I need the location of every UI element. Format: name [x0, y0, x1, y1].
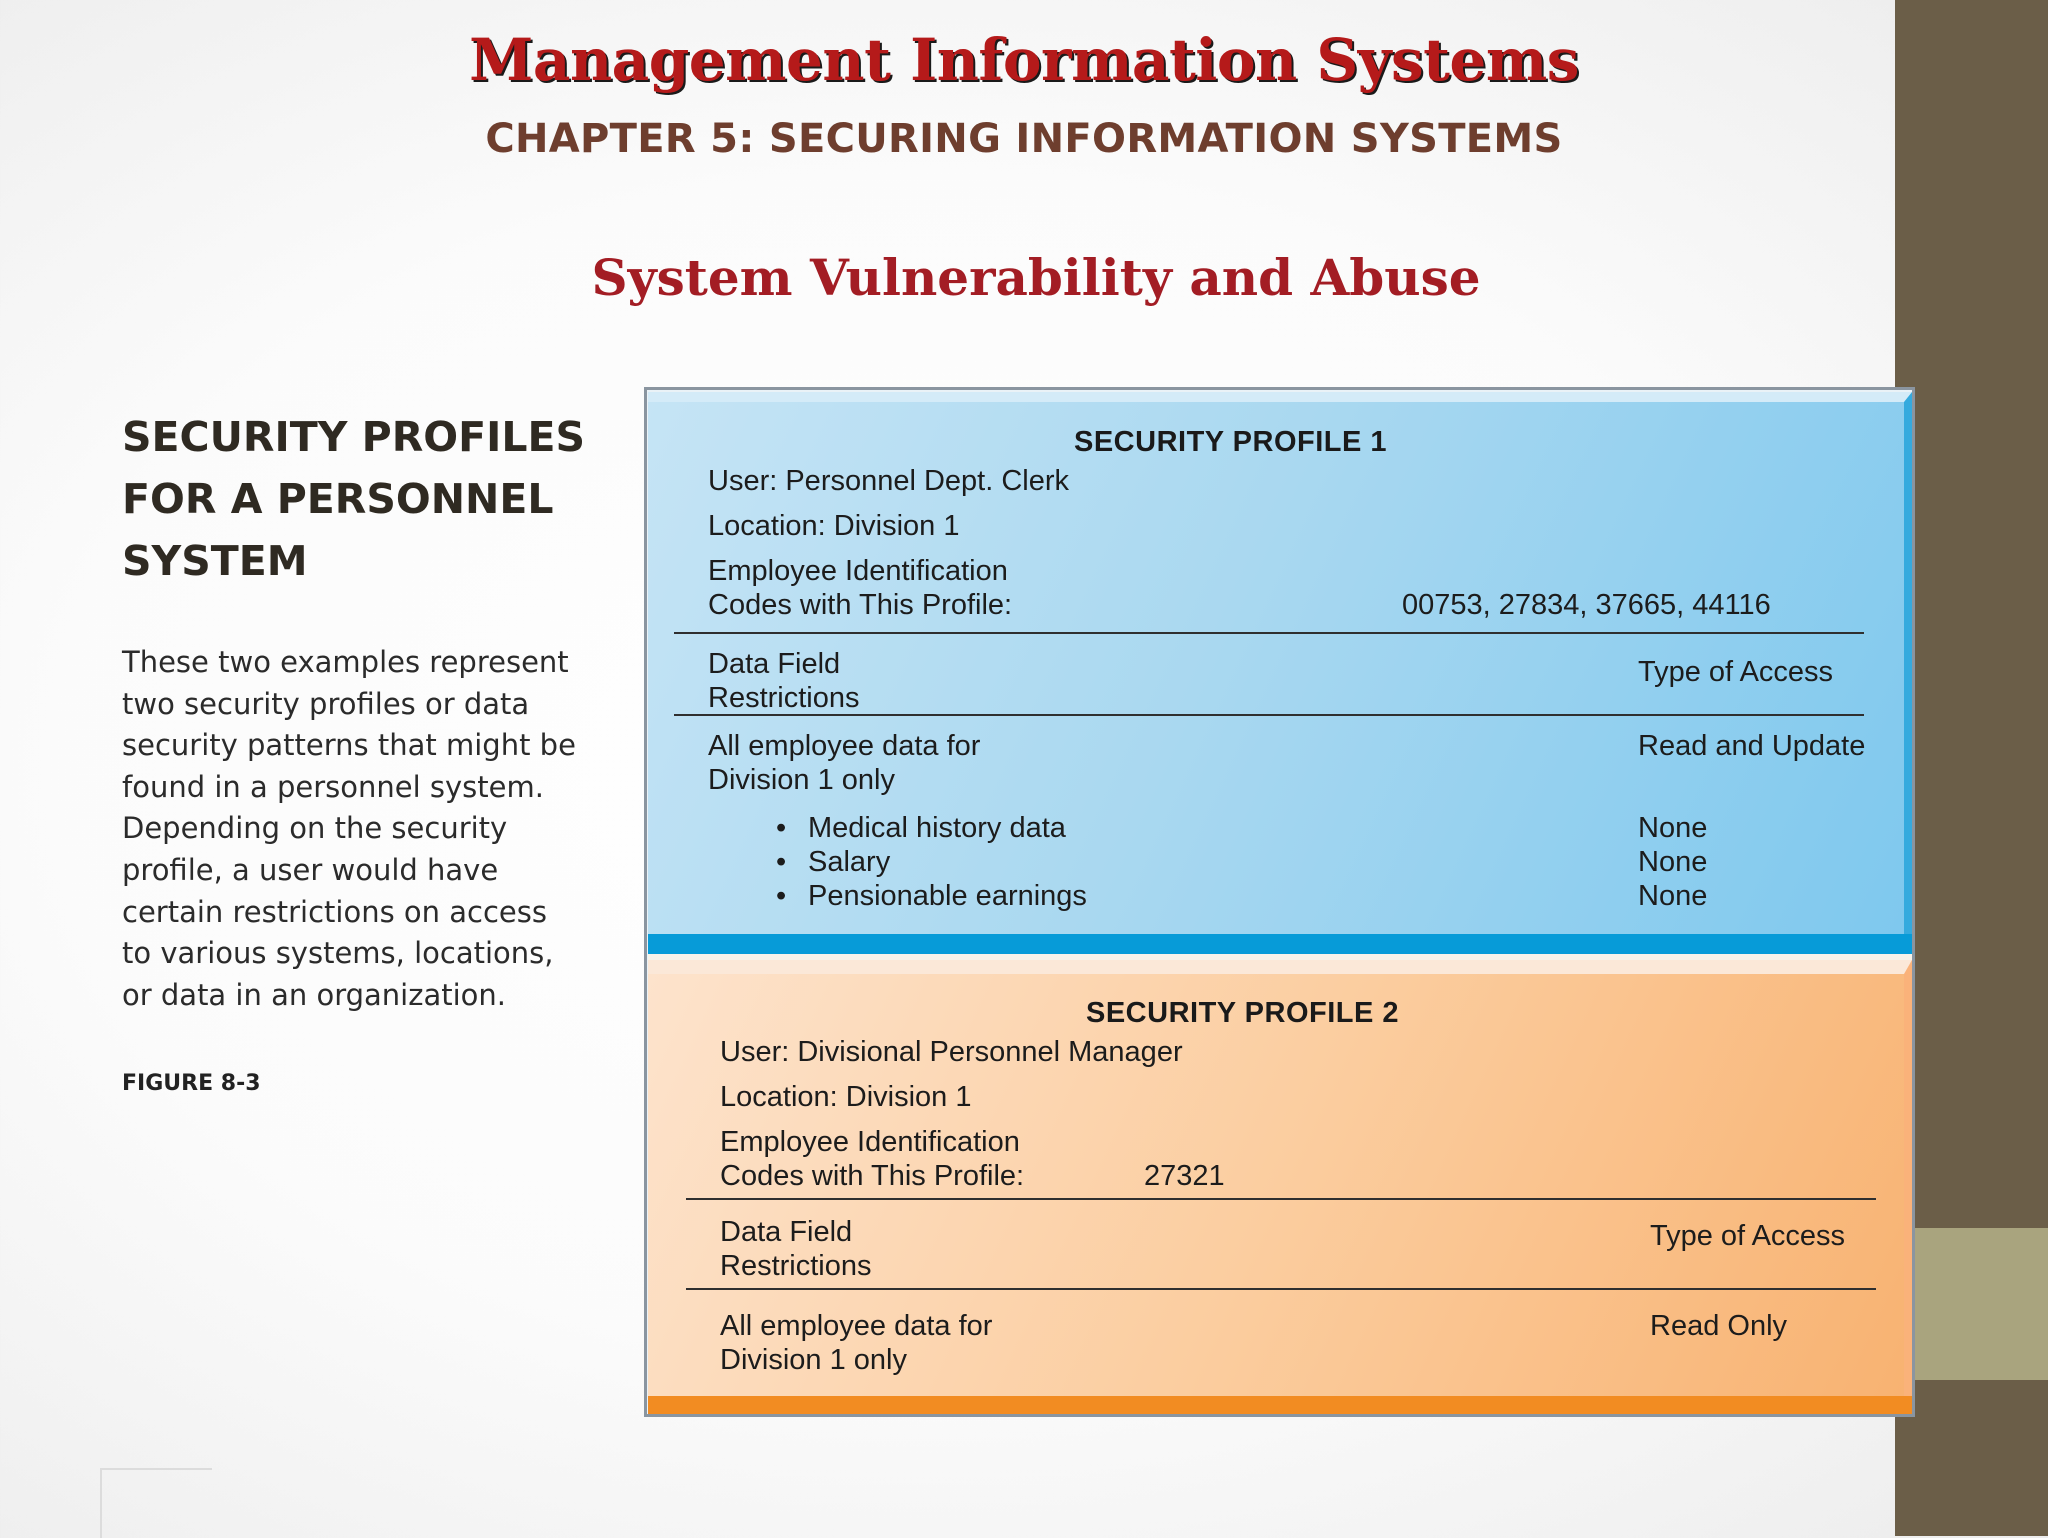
description-line: two security profiles or data	[122, 686, 530, 721]
column-header-restrictions: Data Field	[708, 648, 841, 680]
exception-field: Medical history data	[808, 812, 1066, 844]
figure-description	[122, 642, 582, 1016]
employee-codes: 00753, 27834, 37665, 44116	[1402, 589, 1771, 621]
exception-field: Pensionable earnings	[808, 880, 1087, 912]
exception-field: Salary	[808, 846, 891, 878]
figure-heading-line: SYSTEM	[122, 537, 308, 585]
exception-access: None	[1638, 846, 1708, 878]
profile-2-bottom-band	[648, 1396, 1912, 1414]
description-line: found in a personnel system.	[122, 769, 544, 804]
description-line: Depending on the security	[122, 811, 508, 846]
exception-access: None	[1638, 812, 1708, 844]
column-header-access: Type of Access	[1638, 656, 1834, 688]
codes-label-line: Codes with This Profile:	[708, 589, 1013, 621]
description-line: to various systems, locations,	[122, 936, 554, 971]
divider	[686, 1288, 1876, 1290]
divider	[686, 1198, 1876, 1200]
section-title: System Vulnerability and Abuse	[591, 248, 1481, 307]
slide-title: Management Information Systems	[469, 26, 1579, 94]
profile-1-bottom-band	[648, 934, 1912, 954]
figure-heading-line: FOR A PERSONNEL	[122, 475, 554, 523]
employee-codes: 27321	[1144, 1160, 1225, 1192]
figure-heading	[122, 406, 602, 592]
description-line: profile, a user would have	[122, 852, 499, 887]
divider	[674, 632, 1864, 634]
restriction-row: All employee data for	[708, 730, 981, 762]
bullet-icon: •	[776, 812, 787, 844]
restriction-row: All employee data for	[720, 1310, 993, 1342]
decorative-right-accent	[1895, 1228, 2048, 1380]
profile-location: Location: Division 1	[720, 1081, 972, 1113]
column-header-restrictions: Restrictions	[720, 1250, 872, 1282]
access-value: Read Only	[1650, 1310, 1788, 1342]
decorative-corner-box	[100, 1468, 212, 1538]
figure-heading-line: SECURITY PROFILES	[122, 413, 586, 461]
bullet-icon: •	[776, 880, 787, 912]
profile-user: User: Personnel Dept. Clerk	[708, 465, 1070, 497]
divider	[674, 714, 1864, 716]
figure-label: FIGURE 8-3	[122, 1071, 261, 1096]
column-header-restrictions: Restrictions	[708, 682, 860, 714]
column-header-restrictions: Data Field	[720, 1216, 853, 1248]
security-profile-1	[648, 392, 1912, 958]
profile-title: SECURITY PROFILE 2	[1086, 997, 1400, 1029]
description-line: certain restrictions on access	[122, 894, 547, 929]
security-profile-2	[648, 960, 1912, 1412]
column-header-access: Type of Access	[1650, 1220, 1846, 1252]
chapter-subtitle: CHAPTER 5: SECURING INFORMATION SYSTEMS	[485, 116, 1563, 162]
profile-user: User: Divisional Personnel Manager	[720, 1036, 1183, 1068]
description-line: These two examples represent	[122, 645, 569, 679]
codes-label-line: Codes with This Profile:	[720, 1160, 1025, 1192]
description-line: or data in an organization.	[122, 977, 506, 1012]
codes-label-line: Employee Identification	[708, 555, 1008, 587]
codes-label-line: Employee Identification	[720, 1126, 1020, 1158]
profile-title: SECURITY PROFILE 1	[1074, 426, 1388, 458]
restriction-row: Division 1 only	[708, 764, 895, 796]
description-line: security patterns that might be	[122, 728, 576, 763]
profile-location: Location: Division 1	[708, 510, 960, 542]
exception-access: None	[1638, 880, 1708, 912]
access-value: Read and Update	[1638, 730, 1866, 762]
restriction-row: Division 1 only	[720, 1344, 907, 1376]
bullet-icon: •	[776, 846, 787, 878]
